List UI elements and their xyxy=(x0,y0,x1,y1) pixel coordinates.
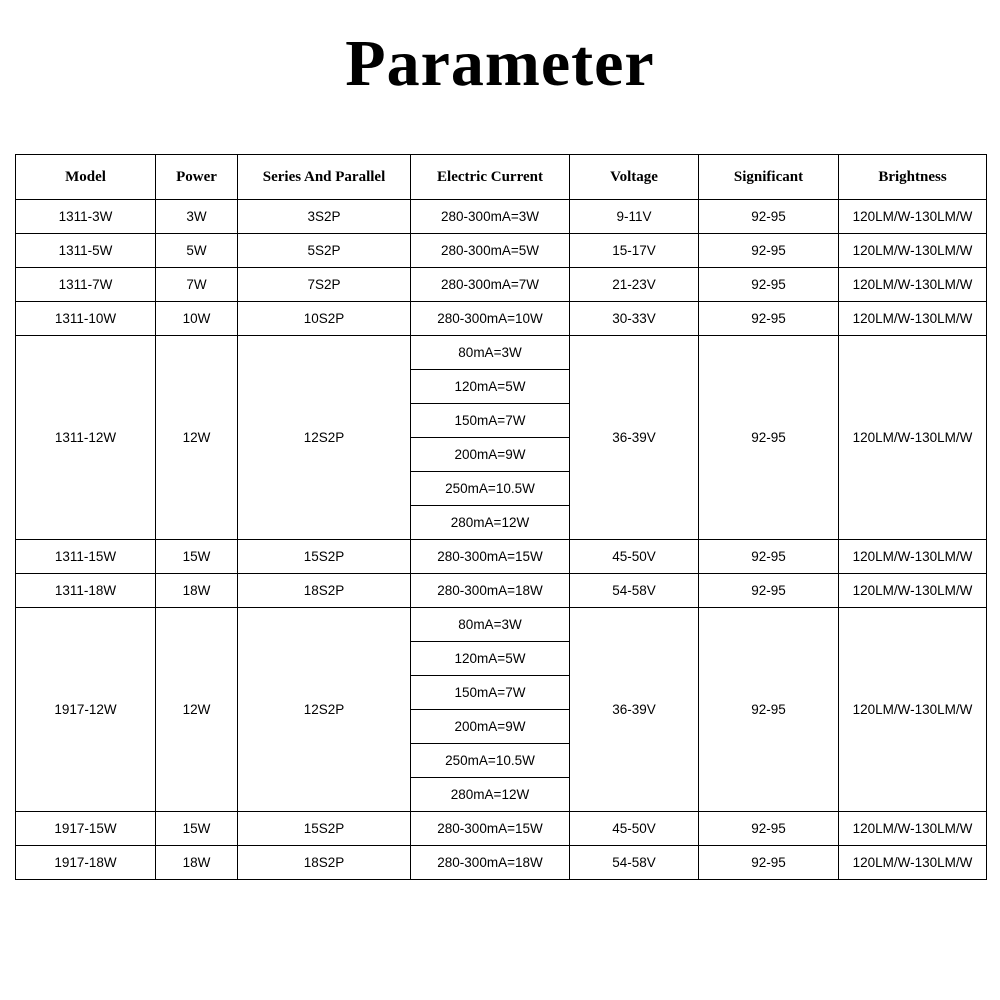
cell-power: 10W xyxy=(156,302,238,336)
cell-brightness: 120LM/W-130LM/W xyxy=(839,846,987,880)
cell-brightness: 120LM/W-130LM/W xyxy=(839,268,987,302)
cell-electric-current: 280-300mA=5W xyxy=(411,234,570,268)
cell-model: 1311-15W xyxy=(16,540,156,574)
header-brightness: Brightness xyxy=(839,155,987,200)
parameter-table xyxy=(15,154,987,880)
cell-voltage: 54-58V xyxy=(570,574,699,608)
cell-voltage: 36-39V xyxy=(570,608,699,812)
cell-series-and-parallel: 3S2P xyxy=(238,200,411,234)
cell-brightness: 120LM/W-130LM/W xyxy=(839,540,987,574)
cell-electric-current: 280-300mA=18W xyxy=(411,846,570,880)
cell-significant: 92-95 xyxy=(699,302,839,336)
cell-electric-current: 280-300mA=15W xyxy=(411,540,570,574)
cell-power: 18W xyxy=(156,846,238,880)
cell-electric-current: 280-300mA=10W xyxy=(411,302,570,336)
cell-significant: 92-95 xyxy=(699,846,839,880)
table-row xyxy=(16,234,987,268)
cell-model: 1311-18W xyxy=(16,574,156,608)
cell-electric-current: 250mA=10.5W xyxy=(411,472,570,506)
cell-significant: 92-95 xyxy=(699,336,839,540)
cell-electric-current: 80mA=3W xyxy=(411,336,570,370)
cell-voltage: 45-50V xyxy=(570,812,699,846)
cell-electric-current: 150mA=7W xyxy=(411,676,570,710)
page-title: Parameter xyxy=(345,27,655,100)
header-power: Power xyxy=(156,155,238,200)
header-series-and-parallel: Series And Parallel xyxy=(238,155,411,200)
cell-power: 15W xyxy=(156,812,238,846)
table-row xyxy=(16,268,987,302)
cell-significant: 92-95 xyxy=(699,608,839,812)
table-body xyxy=(16,200,987,880)
cell-brightness: 120LM/W-130LM/W xyxy=(839,234,987,268)
table-row xyxy=(16,302,987,336)
cell-model: 1311-10W xyxy=(16,302,156,336)
cell-power: 15W xyxy=(156,540,238,574)
cell-series-and-parallel: 12S2P xyxy=(238,336,411,540)
cell-model: 1917-18W xyxy=(16,846,156,880)
cell-electric-current: 120mA=5W xyxy=(411,370,570,404)
cell-series-and-parallel: 5S2P xyxy=(238,234,411,268)
cell-brightness: 120LM/W-130LM/W xyxy=(839,336,987,540)
cell-model: 1311-5W xyxy=(16,234,156,268)
cell-brightness: 120LM/W-130LM/W xyxy=(839,608,987,812)
table-row xyxy=(16,812,987,846)
table-row xyxy=(16,574,987,608)
cell-voltage: 30-33V xyxy=(570,302,699,336)
table-header-row xyxy=(16,155,987,200)
header-significant: Significant xyxy=(699,155,839,200)
cell-significant: 92-95 xyxy=(699,574,839,608)
cell-model: 1917-15W xyxy=(16,812,156,846)
cell-electric-current: 280mA=12W xyxy=(411,506,570,540)
cell-significant: 92-95 xyxy=(699,540,839,574)
cell-model: 1917-12W xyxy=(16,608,156,812)
cell-series-and-parallel: 18S2P xyxy=(238,574,411,608)
table-row xyxy=(16,336,987,370)
header-model: Model xyxy=(16,155,156,200)
cell-series-and-parallel: 15S2P xyxy=(238,812,411,846)
cell-brightness: 120LM/W-130LM/W xyxy=(839,200,987,234)
cell-voltage: 15-17V xyxy=(570,234,699,268)
cell-series-and-parallel: 18S2P xyxy=(238,846,411,880)
cell-voltage: 9-11V xyxy=(570,200,699,234)
cell-electric-current: 200mA=9W xyxy=(411,438,570,472)
cell-voltage: 45-50V xyxy=(570,540,699,574)
cell-voltage: 36-39V xyxy=(570,336,699,540)
cell-electric-current: 250mA=10.5W xyxy=(411,744,570,778)
cell-power: 3W xyxy=(156,200,238,234)
cell-significant: 92-95 xyxy=(699,812,839,846)
cell-electric-current: 280mA=12W xyxy=(411,778,570,812)
cell-brightness: 120LM/W-130LM/W xyxy=(839,574,987,608)
cell-brightness: 120LM/W-130LM/W xyxy=(839,302,987,336)
header-voltage: Voltage xyxy=(570,155,699,200)
cell-electric-current: 280-300mA=15W xyxy=(411,812,570,846)
cell-electric-current: 280-300mA=3W xyxy=(411,200,570,234)
cell-series-and-parallel: 10S2P xyxy=(238,302,411,336)
cell-electric-current: 280-300mA=18W xyxy=(411,574,570,608)
cell-electric-current: 200mA=9W xyxy=(411,710,570,744)
cell-voltage: 21-23V xyxy=(570,268,699,302)
cell-power: 12W xyxy=(156,608,238,812)
cell-model: 1311-7W xyxy=(16,268,156,302)
cell-brightness: 120LM/W-130LM/W xyxy=(839,812,987,846)
cell-electric-current: 150mA=7W xyxy=(411,404,570,438)
cell-electric-current: 80mA=3W xyxy=(411,608,570,642)
cell-power: 7W xyxy=(156,268,238,302)
table-row xyxy=(16,846,987,880)
cell-significant: 92-95 xyxy=(699,234,839,268)
cell-model: 1311-12W xyxy=(16,336,156,540)
cell-model: 1311-3W xyxy=(16,200,156,234)
header-electric-current: Electric Current xyxy=(411,155,570,200)
cell-power: 12W xyxy=(156,336,238,540)
cell-series-and-parallel: 12S2P xyxy=(238,608,411,812)
cell-significant: 92-95 xyxy=(699,268,839,302)
cell-power: 18W xyxy=(156,574,238,608)
cell-electric-current: 120mA=5W xyxy=(411,642,570,676)
cell-power: 5W xyxy=(156,234,238,268)
cell-series-and-parallel: 15S2P xyxy=(238,540,411,574)
table-row xyxy=(16,200,987,234)
table-row xyxy=(16,608,987,642)
cell-significant: 92-95 xyxy=(699,200,839,234)
cell-electric-current: 280-300mA=7W xyxy=(411,268,570,302)
cell-series-and-parallel: 7S2P xyxy=(238,268,411,302)
table-row xyxy=(16,540,987,574)
cell-voltage: 54-58V xyxy=(570,846,699,880)
